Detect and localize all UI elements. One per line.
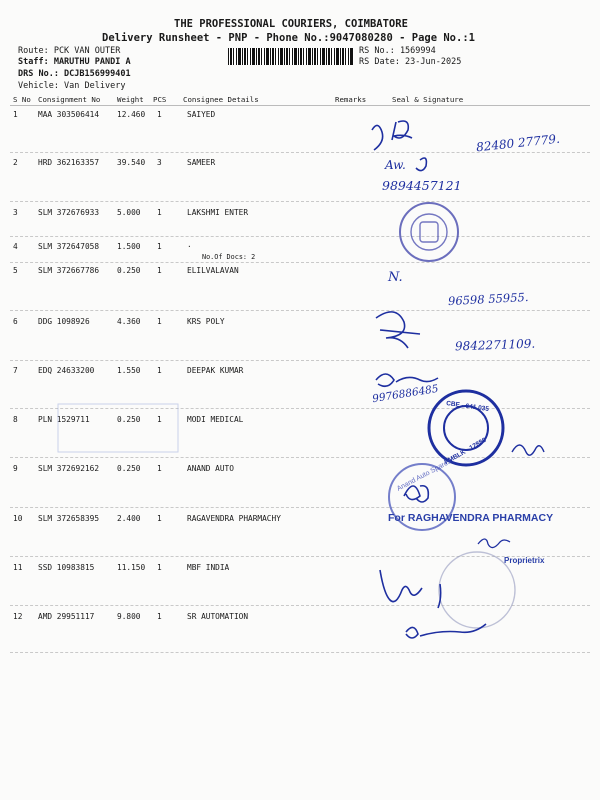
- row-consignment: SLM 372647058: [38, 242, 100, 251]
- col-pcs: PCS: [153, 95, 167, 104]
- stamp-text-pmblk: PMBLK - 12886: [443, 436, 488, 467]
- row-weight: 5.000: [117, 208, 141, 217]
- row-consignee: MODI MEDICAL: [187, 415, 244, 424]
- row-pcs: 1: [157, 464, 162, 473]
- stamp-text-proprietrix: Proprietrix: [504, 556, 545, 565]
- col-seal-signature: Seal & Signature: [392, 95, 464, 104]
- row-pcs: 1: [157, 242, 162, 251]
- row-consignee: LAKSHMI ENTER: [187, 208, 249, 217]
- row-sno: 12: [13, 612, 23, 621]
- signature-10: [478, 539, 510, 548]
- col-consignee: Consignee Details: [183, 95, 259, 104]
- row-consignment: SLM 372658395: [38, 514, 100, 523]
- row-pcs: 1: [157, 317, 162, 326]
- row-weight: 1.550: [117, 366, 141, 375]
- row-weight: 12.460: [117, 110, 146, 119]
- route-label: Route: PCK VAN OUTER: [18, 46, 121, 56]
- row-weight: 11.150: [117, 563, 146, 572]
- rs-date: RS Date: 23-Jun-2025: [359, 57, 462, 67]
- row-consignment: PLN 1529711: [38, 415, 90, 424]
- handwritten-name-5: N.: [388, 270, 403, 285]
- row-sno: 3: [13, 208, 18, 217]
- col-consignment: Consignment No: [38, 95, 101, 104]
- row-weight: 9.800: [117, 612, 141, 621]
- document-subtitle: Delivery Runsheet - PNP - Phone No.:9047080280 - Page No.:1: [102, 32, 475, 44]
- row-sno: 9: [13, 464, 18, 473]
- row-pcs: 1: [157, 563, 162, 572]
- row-pcs: 1: [157, 266, 162, 275]
- row-weight: 1.500: [117, 242, 141, 251]
- row-pcs: 1: [157, 208, 162, 217]
- row-pcs: 1: [157, 612, 162, 621]
- row-weight: 4.360: [117, 317, 141, 326]
- row-consignee: SAMEER: [187, 158, 216, 167]
- row-pcs: 1: [157, 366, 162, 375]
- document-title: THE PROFESSIONAL COURIERS, COIMBATORE: [174, 18, 408, 30]
- stamp-text-cbe: CBE - 641 035: [445, 400, 490, 413]
- row-consignment: SSD 10983815: [38, 563, 95, 572]
- row-consignee: DEEPAK KUMAR: [187, 366, 244, 375]
- row-note: No.Of Docs: 2: [202, 253, 256, 261]
- row-consignment: AMD 29951117: [38, 612, 95, 621]
- row-sno: 4: [13, 242, 18, 251]
- signature-1: [372, 121, 412, 150]
- handwritten-phone-5: 96598 55955.: [447, 289, 529, 309]
- row-sno: 11: [13, 563, 23, 572]
- row-consignee: ANAND AUTO: [187, 464, 234, 473]
- row-consignee: KRS POLY: [187, 317, 225, 326]
- row-consignment: HRD 362163357: [38, 158, 100, 167]
- rs-number: RS No.: 1569994: [359, 46, 436, 56]
- handwritten-phone-6: 9842271109.: [454, 336, 536, 354]
- row-pcs: 1: [157, 514, 162, 523]
- drs-label: DRS No.: DCJB156999401: [18, 69, 131, 79]
- stamp-lakshmi-center: [420, 222, 438, 242]
- row-sno: 8: [13, 415, 18, 424]
- vehicle-label: Vehicle: Van Delivery: [18, 81, 126, 91]
- row-weight: 0.250: [117, 415, 141, 424]
- row-sno: 7: [13, 366, 18, 375]
- stamp-text-anand: Anand Auto Spares: [395, 458, 453, 493]
- row-weight: 39.540: [117, 158, 146, 167]
- handwritten-phone-2: 9894457121: [382, 178, 462, 193]
- handwritten-phone-7: 9976886485: [371, 382, 440, 406]
- row-sno: 6: [13, 317, 18, 326]
- row-consignment: DDG 1098926: [38, 317, 90, 326]
- row-sno: 10: [13, 514, 23, 523]
- row-sno: 1: [13, 110, 18, 119]
- row-consignment: EDQ 24633200: [38, 366, 95, 375]
- handwritten-signature-2: Aw.: [385, 158, 406, 172]
- row-weight: 2.400: [117, 514, 141, 523]
- row-pcs: 1: [157, 110, 162, 119]
- handwritten-phone-1: 82480 27779.: [475, 131, 561, 155]
- signature-11: [380, 570, 441, 608]
- row-consignee: ELILVALAVAN: [187, 266, 239, 275]
- faded-stamp: [58, 404, 178, 452]
- row-consignee: RAGAVENDRA PHARMACHY: [187, 514, 281, 523]
- row-consignee: SR AUTOMATION: [187, 612, 249, 621]
- signature-12: [406, 624, 486, 638]
- row-consignment: SLM 372676933: [38, 208, 100, 217]
- row-weight: 0.250: [117, 266, 141, 275]
- row-sno: 5: [13, 266, 18, 275]
- row-consignment: SLM 372692162: [38, 464, 100, 473]
- row-consignee: .: [187, 240, 192, 249]
- col-weight: Weight: [117, 95, 144, 104]
- staff-label: Staff: MARUTHU PANDI A: [18, 57, 131, 67]
- row-sno: 2: [13, 158, 18, 167]
- row-weight: 0.250: [117, 464, 141, 473]
- row-consignee: SAIYED: [187, 110, 216, 119]
- signature-6: [376, 312, 420, 348]
- row-consignment: SLM 372667786: [38, 266, 100, 275]
- stamp-text-pharmacy: For RAGHAVENDRA PHARMACY: [388, 512, 554, 524]
- col-sno: S No: [13, 95, 31, 104]
- signature-2: [416, 158, 426, 171]
- stamp-lakshmi-inner: [411, 214, 447, 250]
- stamp-lakshmi-outer: [400, 203, 458, 261]
- signature-8: [512, 445, 544, 455]
- col-remarks: Remarks: [335, 95, 367, 104]
- row-pcs: 3: [157, 158, 162, 167]
- row-consignee: MBF INDIA: [187, 563, 230, 572]
- row-consignment: MAA 303506414: [38, 110, 100, 119]
- row-pcs: 1: [157, 415, 162, 424]
